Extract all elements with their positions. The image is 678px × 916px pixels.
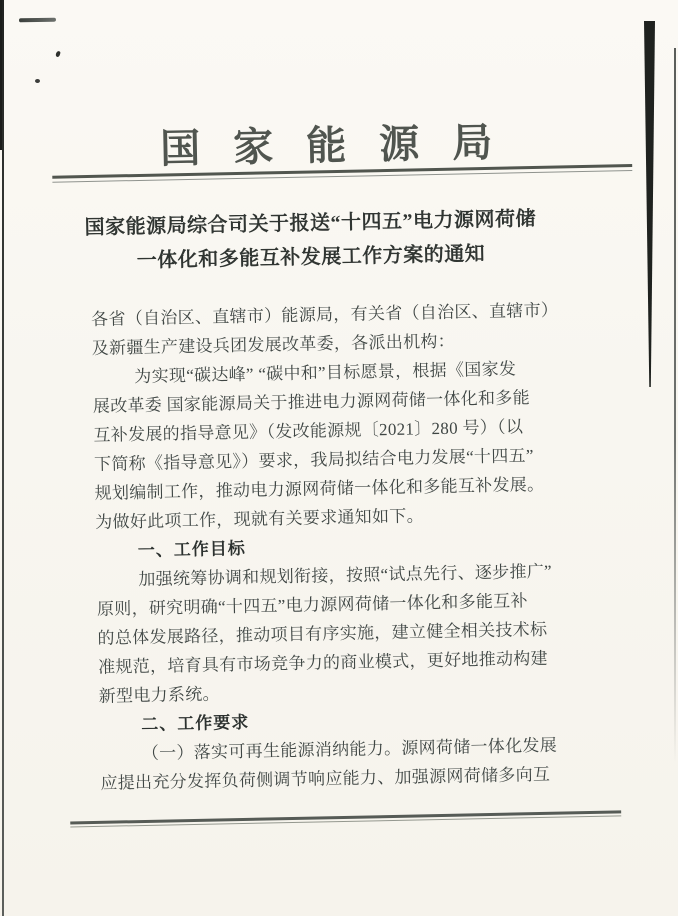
body-line: 各省（自治区、直辖市）能源局，有关省（自治区、直辖市） <box>90 300 559 329</box>
body-line: 的总体发展路径，推动项目有序实施，建立健全相关技术标 <box>97 619 548 648</box>
document-title <box>36 201 585 280</box>
scan-speck <box>35 79 40 83</box>
body-line: 为做好此项工作，现就有关要求通知如下。 <box>95 506 425 532</box>
body-line: 规划编制工作，推动电力源网荷储一体化和多能互补发展。 <box>94 474 545 503</box>
scan-mark-dash <box>19 18 56 23</box>
body-line: 展改革委 国家能源局关于推进电力源网荷储一体化和多能 <box>92 388 531 416</box>
body-line: 原则，研究明确“十四五”电力源网荷储一体化和多能互补 <box>96 591 528 619</box>
body-line: 及新疆生产建设兵团发展改革委，各派出机构： <box>91 331 456 358</box>
section-heading: 二、工作要求 <box>141 712 250 735</box>
footer-divider-line <box>70 810 621 827</box>
document-title-line1: 国家能源局综合司关于报送“十四五”电力源网荷储 <box>84 208 537 240</box>
body-line: 下简称《指导意见》）要求，我局拟结合电力发展“十四五” <box>93 446 534 474</box>
body-text <box>91 296 571 798</box>
body-line: 应提出充分发挥负荷侧调节响应能力、加强源网荷储多向互 <box>100 764 551 793</box>
scan-edge-artifact-right-line <box>674 48 676 763</box>
body-line: 为实现“碳达峰” “碳中和”目标愿景，根据《国家发 <box>134 359 517 387</box>
body-line: （一）落实可再生能源消纳能力。源网荷储一体化发展 <box>141 735 558 764</box>
body-line: 新型电力系统。 <box>98 684 221 706</box>
body-line: 加强统筹协调和规划衔接，按照“试点先行、逐步推广” <box>138 561 553 590</box>
agency-letterhead: 国家能源局 <box>159 119 526 172</box>
section-heading: 一、工作目标 <box>137 538 246 561</box>
scan-edge-artifact-left-line <box>2 0 4 916</box>
body-line: 准规范，培育具有市场竞争力的商业模式，更好地推动构建 <box>97 648 549 677</box>
body-line: 互补发展的指导意见》（发改能源规〔2021〕280 号）（以 <box>93 417 524 445</box>
document-title-line2: 一体化和多能互补发展工作方案的通知 <box>136 243 486 273</box>
